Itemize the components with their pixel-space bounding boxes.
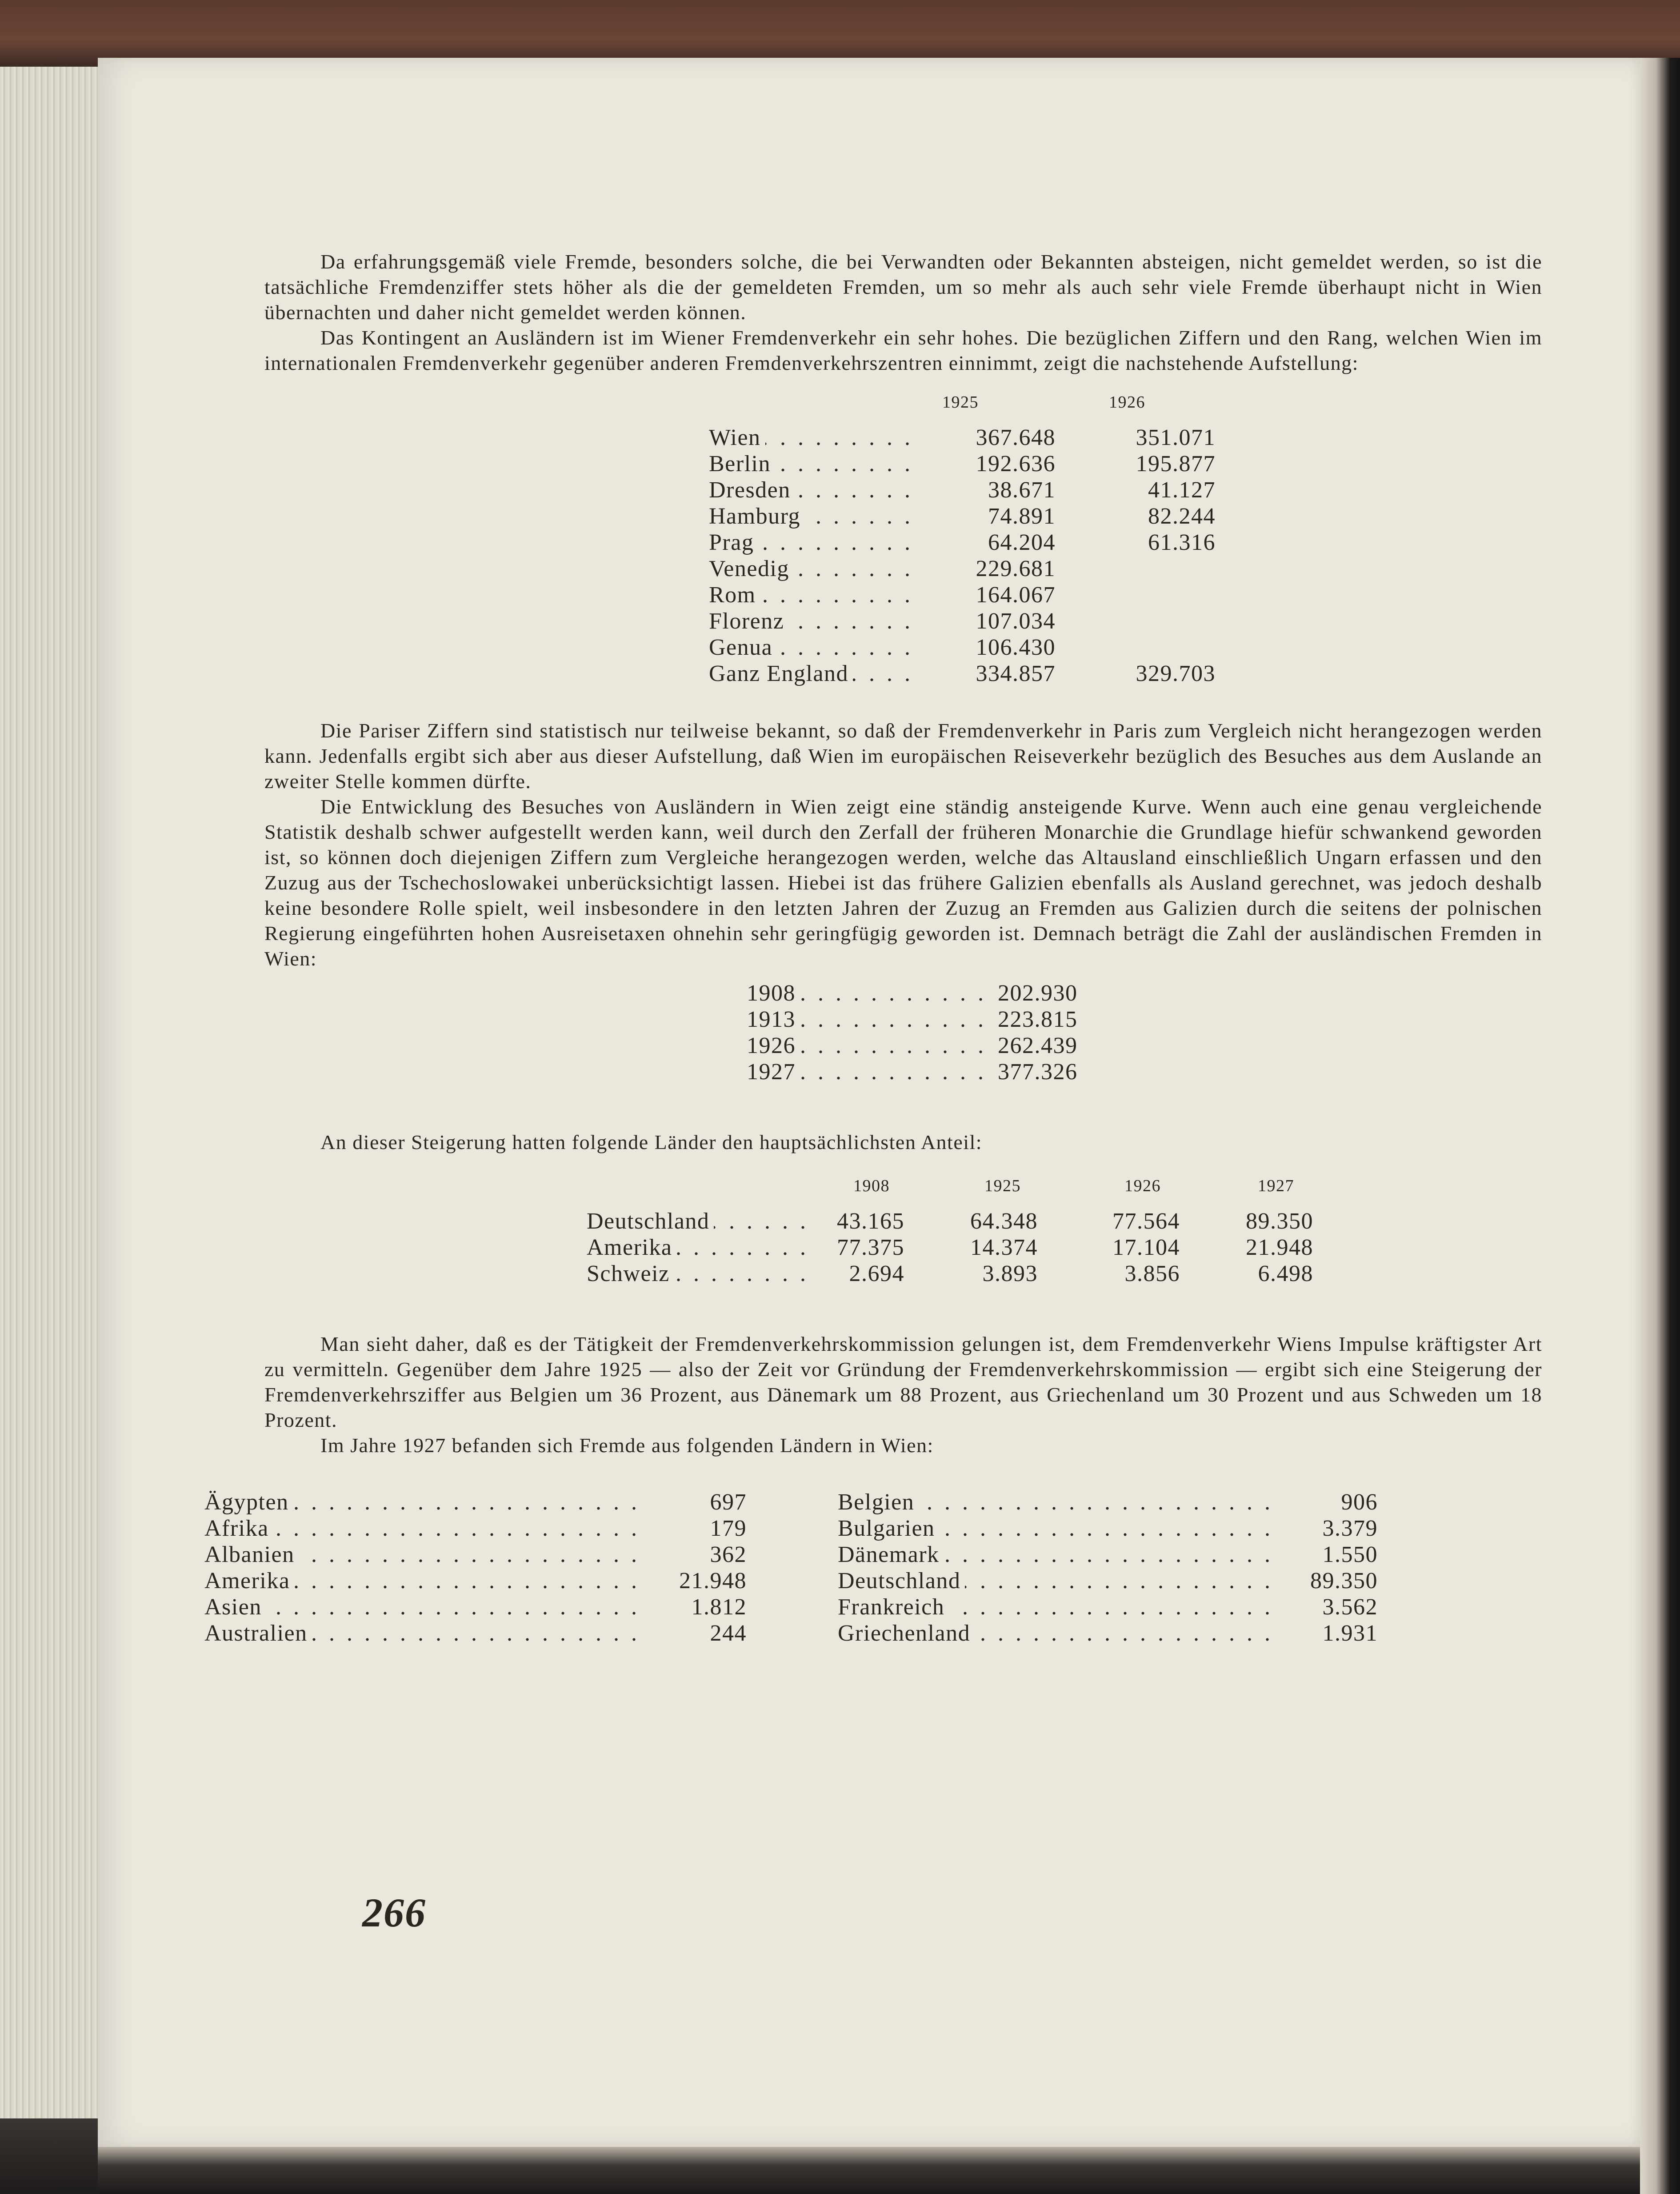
city-label: Wien	[709, 425, 765, 450]
list-item	[204, 1594, 747, 1620]
page-content	[204, 249, 1542, 1649]
page-stack-edge	[0, 67, 104, 2194]
table-row	[264, 556, 1542, 582]
country-label: Deutschland	[587, 1209, 714, 1234]
table-row	[264, 1208, 1542, 1234]
country-label: Schweiz	[587, 1261, 674, 1286]
list-item	[838, 1489, 1378, 1515]
value-1925: 14.374	[970, 1235, 1038, 1260]
country-label: Australien	[204, 1621, 312, 1646]
country-label: Asien	[204, 1594, 266, 1620]
table-header-row	[264, 389, 1542, 416]
country-label: Ägypten	[204, 1489, 293, 1515]
city-label: Berlin	[709, 451, 775, 476]
value-1925: 367.648	[976, 425, 1056, 450]
value-1927: 89.350	[1246, 1209, 1313, 1234]
city-label: Hamburg	[709, 504, 805, 529]
country-value: 1.931	[1322, 1621, 1378, 1646]
value-1926: 329.703	[1136, 661, 1216, 686]
value-1925: 3.893	[982, 1261, 1038, 1286]
city-label: Florenz	[709, 609, 788, 634]
country-value: 179	[710, 1516, 747, 1541]
country-label: Deutschland	[838, 1568, 965, 1593]
value-1925: 164.067	[976, 582, 1056, 608]
city-label: Dresden	[709, 477, 795, 503]
list-item	[838, 1515, 1378, 1541]
list-item	[838, 1594, 1378, 1620]
value-1926: 77.564	[1112, 1209, 1180, 1234]
paragraph-7: Im Jahre 1927 befanden sich Fremde aus folgenden Ländern in Wien:	[320, 1434, 934, 1457]
country-value: 1.812	[691, 1594, 747, 1620]
header-1925: 1925	[984, 1177, 1021, 1195]
value-1925: 38.671	[988, 477, 1056, 503]
paragraph-6: Man sieht daher, daß es der Tätigkeit der Fremdenverkehrskommission gelungen ist, dem Fremdenverkehr Wiens Impulse kräftigster Art zu vermitteln. Gegenüber dem Jahre 1925 — also der Zeit vor Gründung der Fremdenverkehrskommission — ergibt sich eine Steigerung der Fremdenverkehrsziffer aus Belgien um 36 Prozent, aus Dänemark um 88 Prozent, aus Griechenland um 30 Prozent und aus Schweden um 18 Prozent.	[264, 1333, 1542, 1431]
page-bottom-shadow	[98, 2147, 1640, 2194]
value-1926: 195.877	[1136, 451, 1216, 476]
value-1927: 6.498	[1258, 1261, 1313, 1286]
value-1926: 17.104	[1112, 1235, 1180, 1260]
country-value: 697	[710, 1489, 747, 1515]
value-1908: 2.694	[849, 1261, 904, 1286]
table-row	[264, 451, 1542, 477]
value-1908: 77.375	[837, 1235, 904, 1260]
year-value: 377.326	[998, 1059, 1078, 1085]
list-item	[204, 1515, 747, 1541]
paragraph-1: Da erfahrungsgemäß viele Fremde, besonders solche, die bei Verwandten oder Bekannten absteigen, nicht gemeldet werden, so ist die tatsächliche Fremdenziffer stets höher als die der gemeldeten Fremden, um so mehr als auch sehr viele Fremde überhaupt nicht in Wien übernachten und daher nicht gemeldet werden können.	[264, 250, 1542, 324]
table-row	[264, 529, 1542, 556]
country-value: 244	[710, 1621, 747, 1646]
value-1925: 64.204	[988, 530, 1056, 555]
list-item	[838, 1620, 1378, 1646]
header-1908: 1908	[853, 1177, 890, 1195]
table-header-row	[264, 1173, 1542, 1199]
country-label: Albanien	[204, 1542, 299, 1567]
header-1926: 1926	[1124, 1177, 1161, 1195]
table-row	[264, 634, 1542, 661]
year-label: 1926	[747, 1033, 800, 1058]
value-1926: 41.127	[1148, 477, 1216, 503]
city-label: Venedig	[709, 556, 794, 581]
country-label: Bulgarien	[838, 1516, 940, 1541]
country-label: Belgien	[838, 1489, 919, 1515]
year-label: 1908	[747, 981, 800, 1006]
book-cover-edge	[0, 0, 1680, 67]
year-label: 1913	[747, 1007, 800, 1032]
table-row	[264, 980, 1542, 1006]
country-label: Amerika	[204, 1568, 294, 1593]
value-1926: 3.856	[1124, 1261, 1180, 1286]
country-label: Frankreich	[838, 1594, 949, 1620]
value-1926: 351.071	[1136, 425, 1216, 450]
year-label: 1927	[747, 1059, 800, 1085]
city-label: Ganz England	[709, 661, 853, 686]
country-value: 1.550	[1322, 1542, 1378, 1567]
header-1926: 1926	[1109, 393, 1145, 412]
city-comparison-table	[264, 389, 1542, 687]
paragraph-3: Die Pariser Ziffern sind statistisch nur teilweise bekannt, so daß der Fremdenverkehr in Paris zum Vergleich nicht herangezogen werden kann. Jedenfalls ergibt sich aber aus dieser Aufstellung, daß Wien im europäischen Reiseverkehr bezüglich des Besuches aus dem Auslande an zweiter Stelle kommen dürfte.	[264, 719, 1542, 793]
header-1927: 1927	[1258, 1177, 1294, 1195]
value-1925: 334.857	[976, 661, 1056, 686]
table-row	[264, 582, 1542, 608]
list-item	[204, 1541, 747, 1568]
yearly-totals-table	[264, 980, 1542, 1085]
table-row	[264, 503, 1542, 529]
value-1925: 192.636	[976, 451, 1056, 476]
paragraph-4: Die Entwicklung des Besuches von Ausländern in Wien zeigt eine ständig ansteigende Kurve. Wenn auch eine genau vergleichende Statistik deshalb schwer aufgestellt werden kann, weil durch den Zerfall der früheren Monarchie die Grundlage hiefür schwankend geworden ist, so können doch diejenigen Ziffern zum Vergleiche herangezogen werden, welche das Altausland einschließlich Ungarn erfassen und den Zuzug aus der Tschechoslowakei unberücksichtigt lassen. Hiebei ist das frühere Galizien ebenfalls als Ausland gerechnet, was jedoch deshalb keine besondere Rolle spielt, weil insbesondere in den letzten Jahren der Zuzug an Fremden aus Galizien durch die seitens der polnischen Regierung eingeführten hohen Ausreisetaxen ohnehin sehr geringfügig geworden ist. Demnach beträgt die Zahl der ausländischen Fremden in Wien:	[264, 795, 1542, 970]
country-value: 21.948	[679, 1568, 747, 1593]
list-item	[838, 1568, 1378, 1594]
year-value: 223.815	[998, 1007, 1078, 1032]
country-value: 3.379	[1322, 1516, 1378, 1541]
country-label: Afrika	[204, 1516, 273, 1541]
country-label: Amerika	[587, 1235, 676, 1260]
list-item	[204, 1489, 747, 1515]
country-value: 906	[1341, 1489, 1378, 1515]
paragraph-5: An dieser Steigerung hatten folgende Länder den hauptsächlichsten Anteil:	[320, 1131, 983, 1153]
city-label: Genua	[709, 635, 777, 660]
list-item	[204, 1568, 747, 1594]
table-row	[264, 608, 1542, 634]
list-item	[838, 1541, 1378, 1568]
table-row	[264, 1234, 1542, 1261]
value-1927: 21.948	[1246, 1235, 1313, 1260]
paragraph-2: Das Kontingent an Ausländern ist im Wiener Fremdenverkehr ein sehr hohes. Die bezüglichen Ziffern und den Rang, welchen Wien im internationalen Fremdenverkehr gegenüber anderen Fremdenverkehrszentren einnimmt, zeigt die nachstehende Aufstellung:	[264, 326, 1542, 374]
value-1925: 64.348	[970, 1209, 1038, 1234]
page-right-edge	[1640, 58, 1680, 2194]
table-row	[264, 477, 1542, 503]
value-1908: 43.165	[837, 1209, 904, 1234]
page-number: 266	[362, 1890, 426, 1935]
table-row	[264, 1033, 1542, 1059]
country-value: 3.562	[1322, 1594, 1378, 1620]
countries-1927-list	[204, 1489, 1542, 1649]
country-share-table	[264, 1173, 1542, 1287]
table-row	[264, 1261, 1542, 1287]
header-1925: 1925	[942, 393, 979, 412]
year-value: 262.439	[998, 1033, 1078, 1058]
country-value: 362	[710, 1542, 747, 1567]
country-value: 89.350	[1310, 1568, 1378, 1593]
value-1925: 106.430	[976, 635, 1056, 660]
year-value: 202.930	[998, 981, 1078, 1006]
table-row	[264, 661, 1542, 687]
city-label: Prag	[709, 530, 758, 555]
value-1925: 229.681	[976, 556, 1056, 581]
table-row	[264, 424, 1542, 451]
list-item	[204, 1620, 747, 1646]
table-row	[264, 1006, 1542, 1033]
city-label: Rom	[709, 582, 760, 608]
table-row	[264, 1059, 1542, 1085]
country-label: Griechenland	[838, 1621, 975, 1646]
value-1925: 107.034	[976, 609, 1056, 634]
countries-right-column	[838, 1489, 1378, 1646]
countries-left-column	[204, 1489, 747, 1646]
value-1926: 61.316	[1148, 530, 1216, 555]
value-1925: 74.891	[988, 504, 1056, 529]
value-1926: 82.244	[1148, 504, 1216, 529]
country-label: Dänemark	[838, 1542, 944, 1567]
